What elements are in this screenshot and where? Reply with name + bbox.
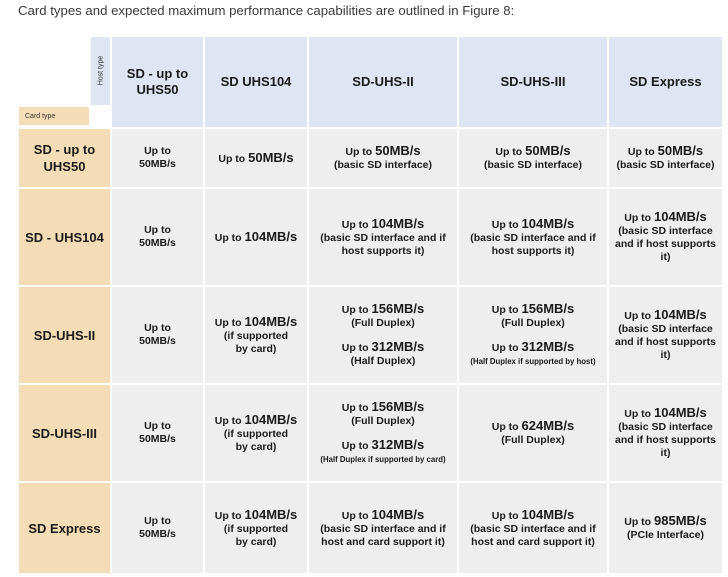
- speed-value: 50MB/s: [525, 143, 571, 158]
- speed-line: [207, 151, 305, 166]
- speed-value: 104MB/s: [521, 506, 575, 522]
- speed-note: (PCIe Interface): [626, 529, 705, 541]
- speed-note: and if host supports it): [615, 238, 716, 263]
- speed-line: [207, 230, 305, 245]
- speed-prefix: Up to: [341, 304, 372, 316]
- speed-value: 104MB/s: [654, 307, 707, 322]
- row-header: SD-UHS-II: [19, 287, 110, 383]
- speed-value: 985MB/s: [654, 513, 707, 528]
- speed-prefix: Up to: [491, 218, 522, 231]
- speed-note: (Half Duplex if supported by host): [470, 357, 596, 366]
- speed-line: [311, 217, 455, 232]
- speed-value: 624MB/s: [521, 418, 575, 433]
- speed-value: 312MB/s: [371, 339, 425, 354]
- speed-cell: [309, 385, 457, 481]
- speed-prefix: Up to: [491, 304, 522, 316]
- row-uhs-ii: [19, 287, 722, 383]
- speed-prefix: Up to: [144, 322, 171, 334]
- speed-cell: [309, 483, 457, 573]
- speed-cell: [459, 385, 607, 481]
- speed-note: (basic SD interface and if: [320, 231, 446, 244]
- speed-note: (Full Duplex): [351, 415, 415, 427]
- row-header: SD Express: [19, 483, 110, 573]
- speed-line: [611, 308, 720, 323]
- speed-line: [611, 144, 720, 159]
- figure-caption: Card types and expected maximum performance capabilities are outlined in Figure 8:: [18, 3, 515, 18]
- speed-note: host supports it): [341, 244, 425, 257]
- host-type-label: Host type: [97, 55, 105, 85]
- speed-value: 50MB/s: [139, 433, 176, 445]
- speed-value: 104MB/s: [654, 209, 707, 224]
- speed-cell: [112, 287, 203, 383]
- speed-note: (basic SD interface): [483, 159, 583, 171]
- speed-line: [311, 340, 455, 355]
- speed-prefix: Up to: [624, 516, 654, 528]
- speed-prefix: Up to: [345, 146, 376, 158]
- speed-prefix: Up to: [341, 218, 372, 231]
- speed-note: and if host supports it): [615, 434, 716, 459]
- speed-line: [311, 508, 455, 523]
- speed-cell: [205, 385, 307, 481]
- card-type-label: Card type: [25, 112, 56, 120]
- speed-note: by card): [235, 440, 277, 453]
- speed-value: 104MB/s: [244, 313, 298, 329]
- speed-note: host and card support it): [321, 535, 445, 548]
- speed-value: 50MB/s: [375, 143, 421, 158]
- row-sd-express: [19, 483, 722, 573]
- speed-value: 50MB/s: [139, 528, 176, 540]
- column-header-uhs104: SD UHS104: [205, 37, 307, 127]
- speed-note: (Full Duplex): [501, 434, 565, 446]
- speed-cell: [205, 189, 307, 285]
- speed-prefix: Up to: [491, 342, 522, 354]
- column-header-uhs-ii: SD-UHS-II: [309, 37, 457, 127]
- speed-cell: [609, 129, 722, 187]
- speed-prefix: Up to: [214, 509, 245, 522]
- speed-value: 312MB/s: [371, 437, 425, 452]
- speed-cell: [205, 287, 307, 383]
- speed-note: (if supported: [223, 522, 289, 535]
- speed-line: [461, 340, 605, 355]
- speed-note: (basic SD interface and if: [470, 231, 596, 244]
- speed-line: [611, 210, 720, 225]
- speed-note: host supports it): [491, 244, 575, 257]
- speed-line: [207, 413, 305, 428]
- speed-prefix: Up to: [495, 146, 526, 158]
- speed-cell: [309, 189, 457, 285]
- speed-value: 104MB/s: [521, 215, 575, 231]
- speed-line: [311, 400, 455, 415]
- header-row: [19, 37, 722, 127]
- row-uhs-iii: [19, 385, 722, 481]
- row-header: SD - UHS104: [19, 189, 110, 285]
- speed-line: [461, 419, 605, 434]
- speed-line: [461, 144, 605, 159]
- speed-cell: [112, 483, 203, 573]
- speed-cell: [112, 385, 203, 481]
- speed-prefix: Up to: [627, 146, 658, 158]
- speed-cell: [609, 483, 722, 573]
- speed-note: by card): [235, 535, 277, 548]
- speed-value: 104MB/s: [371, 215, 425, 231]
- speed-value: 156MB/s: [371, 399, 425, 414]
- speed-cell: [112, 129, 203, 187]
- speed-cell: [205, 129, 307, 187]
- speed-cell: [459, 483, 607, 573]
- column-header-uhs50: SD - up to UHS50: [112, 37, 203, 127]
- row-header: SD-UHS-III: [19, 385, 110, 481]
- speed-line: [311, 144, 455, 159]
- speed-line: [311, 438, 455, 453]
- speed-value: 156MB/s: [521, 301, 575, 316]
- speed-line: [311, 302, 455, 317]
- speed-line: [611, 406, 720, 421]
- speed-value: 104MB/s: [654, 405, 707, 420]
- speed-value: 50MB/s: [139, 335, 176, 347]
- speed-value: 156MB/s: [371, 301, 425, 316]
- speed-cell: [459, 129, 607, 187]
- speed-note: (Half Duplex): [350, 355, 416, 367]
- table-corner: [19, 37, 110, 127]
- row-uhs104: [19, 189, 722, 285]
- speed-prefix: Up to: [491, 509, 522, 522]
- speed-cell: [309, 129, 457, 187]
- speed-value: 104MB/s: [244, 411, 298, 427]
- speed-note: (basic SD interface: [618, 323, 713, 335]
- speed-note: (if supported: [223, 329, 289, 342]
- speed-note: (Full Duplex): [501, 317, 565, 329]
- speed-prefix: Up to: [214, 316, 245, 329]
- speed-cell: [459, 189, 607, 285]
- speed-prefix: Up to: [624, 310, 654, 322]
- speed-note: and if host supports it): [615, 336, 716, 361]
- speed-line: [207, 315, 305, 330]
- speed-note: host and card support it): [471, 535, 595, 548]
- speed-line: [461, 508, 605, 523]
- speed-cell: [205, 483, 307, 573]
- speed-line: [461, 302, 605, 317]
- column-header-uhs-iii: SD-UHS-III: [459, 37, 607, 127]
- speed-note: (basic SD interface: [618, 225, 713, 237]
- speed-prefix: Up to: [491, 421, 522, 433]
- speed-prefix: Up to: [341, 509, 372, 522]
- speed-cell: [309, 287, 457, 383]
- speed-value: 50MB/s: [139, 237, 176, 249]
- speed-prefix: Up to: [341, 440, 372, 452]
- speed-value: 50MB/s: [139, 158, 176, 170]
- performance-table-wrapper: [17, 35, 720, 575]
- column-header-sd-express: SD Express: [609, 37, 722, 127]
- speed-prefix: Up to: [144, 224, 171, 236]
- speed-prefix: Up to: [341, 342, 372, 354]
- speed-note: by card): [235, 342, 277, 355]
- speed-value: 50MB/s: [248, 149, 294, 165]
- speed-line: [207, 508, 305, 523]
- speed-note: (basic SD interface and if: [470, 522, 596, 535]
- speed-prefix: Up to: [624, 408, 654, 420]
- speed-cell: [609, 189, 722, 285]
- row-uhs50: [19, 129, 722, 187]
- speed-value: 50MB/s: [657, 143, 704, 158]
- speed-line: [461, 217, 605, 232]
- speed-value: 312MB/s: [521, 339, 575, 354]
- speed-prefix: Up to: [144, 515, 171, 527]
- speed-value: 104MB/s: [371, 506, 425, 522]
- speed-note: (basic SD interface): [333, 159, 433, 171]
- speed-cell: [609, 287, 722, 383]
- speed-prefix: Up to: [624, 212, 654, 224]
- speed-note: (if supported: [223, 427, 289, 440]
- speed-note: (basic SD interface and if: [320, 522, 446, 535]
- speed-line: [611, 514, 720, 529]
- speed-value: 104MB/s: [244, 506, 298, 522]
- speed-note: (Half Duplex if supported by card): [320, 455, 446, 464]
- speed-cell: [459, 287, 607, 383]
- speed-value: 104MB/s: [244, 228, 298, 244]
- speed-note: (basic SD interface: [618, 421, 713, 433]
- speed-prefix: Up to: [144, 420, 171, 432]
- row-header: SD - up to UHS50: [19, 129, 110, 187]
- speed-prefix: Up to: [218, 152, 249, 165]
- speed-prefix: Up to: [214, 414, 245, 427]
- speed-note: (Full Duplex): [351, 317, 415, 329]
- speed-cell: [609, 385, 722, 481]
- performance-table: [17, 35, 724, 575]
- speed-note: (basic SD interface): [616, 159, 715, 171]
- speed-prefix: Up to: [341, 402, 372, 414]
- speed-cell: [112, 189, 203, 285]
- speed-prefix: Up to: [144, 145, 171, 157]
- speed-prefix: Up to: [214, 231, 245, 244]
